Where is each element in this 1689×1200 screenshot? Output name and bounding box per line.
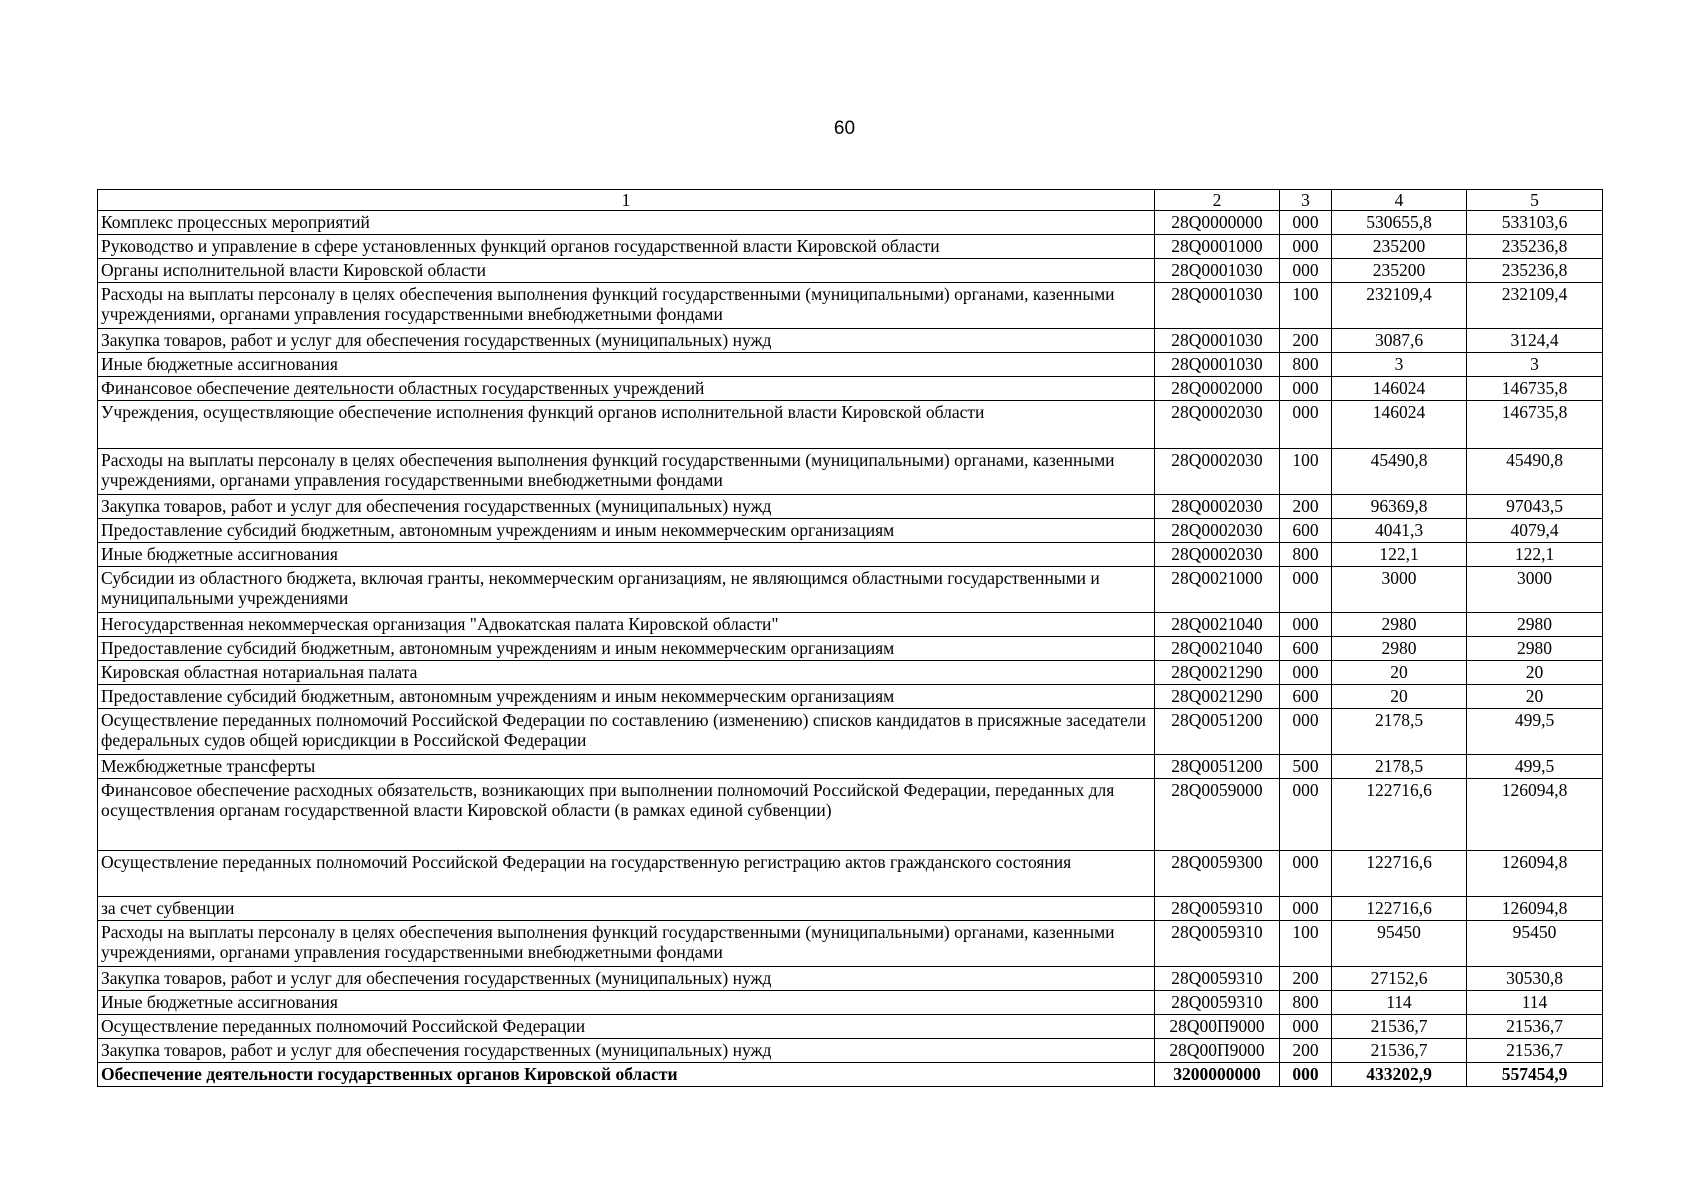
row-value-4-cell: 3000 [1332, 567, 1467, 613]
row-name-cell: Расходы на выплаты персоналу в целях обеспечения выполнения функций государственными (муниципальными) органами, казенными учреждениями, органами управления государственными внебюджетными фондами [98, 449, 1155, 495]
row-value-5-cell: 2980 [1467, 613, 1603, 637]
row-name-cell: Иные бюджетные ассигнования [98, 543, 1155, 567]
row-code-cell: 28Q0021040 [1155, 613, 1280, 637]
row-code-cell: 28Q0000000 [1155, 211, 1280, 235]
row-code-cell: 28Q00П9000 [1155, 1039, 1280, 1063]
row-value-5-cell: 499,5 [1467, 755, 1603, 779]
row-value-4-cell: 122716,6 [1332, 779, 1467, 851]
table-row [98, 519, 1603, 543]
row-name-cell: Иные бюджетные ассигнования [98, 991, 1155, 1015]
table-row [98, 755, 1603, 779]
row-value-5-cell: 21536,7 [1467, 1015, 1603, 1039]
table-row [98, 377, 1603, 401]
row-expense-type-cell: 000 [1280, 401, 1332, 449]
row-expense-type-cell: 000 [1280, 1015, 1332, 1039]
row-name-cell: Обеспечение деятельности государственных органов Кировской области [98, 1063, 1155, 1087]
row-name-cell: Предоставление субсидий бюджетным, автономным учреждениям и иным некоммерческим организациям [98, 519, 1155, 543]
row-expense-type-cell: 000 [1280, 779, 1332, 851]
row-code-cell: 28Q0059310 [1155, 967, 1280, 991]
row-expense-type-cell: 600 [1280, 637, 1332, 661]
row-expense-type-cell: 800 [1280, 353, 1332, 377]
table-row [98, 353, 1603, 377]
row-value-4-cell: 4041,3 [1332, 519, 1467, 543]
page-number: 60 [833, 118, 856, 139]
row-name-cell: Предоставление субсидий бюджетным, автономным учреждениям и иным некоммерческим организациям [98, 685, 1155, 709]
row-value-5-cell: 126094,8 [1467, 851, 1603, 897]
row-code-cell: 28Q0002030 [1155, 495, 1280, 519]
row-name-cell: Закупка товаров, работ и услуг для обеспечения государственных (муниципальных) нужд [98, 967, 1155, 991]
table-row [98, 637, 1603, 661]
table-row [98, 967, 1603, 991]
row-code-cell: 28Q0002000 [1155, 377, 1280, 401]
row-value-4-cell: 20 [1332, 685, 1467, 709]
row-name-cell: Иные бюджетные ассигнования [98, 353, 1155, 377]
row-code-cell: 28Q0051200 [1155, 709, 1280, 755]
row-code-cell: 28Q0001030 [1155, 329, 1280, 353]
row-code-cell: 28Q0021290 [1155, 685, 1280, 709]
table-row [98, 897, 1603, 921]
row-code-cell: 28Q0021000 [1155, 567, 1280, 613]
table-header-row [98, 190, 1603, 211]
budget-table [97, 189, 1603, 1087]
row-code-cell: 28Q0001030 [1155, 283, 1280, 329]
table-row [98, 661, 1603, 685]
row-value-5-cell: 126094,8 [1467, 779, 1603, 851]
table-row [98, 779, 1603, 851]
row-code-cell: 28Q0021290 [1155, 661, 1280, 685]
row-value-5-cell: 3000 [1467, 567, 1603, 613]
row-value-5-cell: 45490,8 [1467, 449, 1603, 495]
row-value-4-cell: 21536,7 [1332, 1039, 1467, 1063]
row-code-cell: 3200000000 [1155, 1063, 1280, 1087]
table-row [98, 211, 1603, 235]
row-expense-type-cell: 200 [1280, 1039, 1332, 1063]
row-value-4-cell: 235200 [1332, 259, 1467, 283]
row-value-5-cell: 235236,8 [1467, 235, 1603, 259]
row-name-cell: Закупка товаров, работ и услуг для обеспечения государственных (муниципальных) нужд [98, 1039, 1155, 1063]
row-value-5-cell: 146735,8 [1467, 401, 1603, 449]
row-name-cell: Расходы на выплаты персоналу в целях обеспечения выполнения функций государственными (муниципальными) органами, казенными учреждениями, органами управления государственными внебюджетными фондами [98, 283, 1155, 329]
row-name-cell: Кировская областная нотариальная палата [98, 661, 1155, 685]
row-code-cell: 28Q0002030 [1155, 519, 1280, 543]
row-code-cell: 28Q0021040 [1155, 637, 1280, 661]
row-expense-type-cell: 000 [1280, 897, 1332, 921]
table-row [98, 235, 1603, 259]
row-code-cell: 28Q0001030 [1155, 353, 1280, 377]
row-name-cell: Учреждения, осуществляющие обеспечение исполнения функций органов исполнительной власти Кировской области [98, 401, 1155, 449]
row-expense-type-cell: 600 [1280, 519, 1332, 543]
row-value-5-cell: 146735,8 [1467, 377, 1603, 401]
table-row [98, 921, 1603, 967]
row-name-cell: Осуществление переданных полномочий Российской Федерации на государственную регистрацию актов гражданского состояния [98, 851, 1155, 897]
row-expense-type-cell: 000 [1280, 259, 1332, 283]
row-value-4-cell: 27152,6 [1332, 967, 1467, 991]
row-value-4-cell: 146024 [1332, 377, 1467, 401]
row-value-4-cell: 2178,5 [1332, 709, 1467, 755]
column-header-4: 4 [1332, 190, 1467, 211]
row-value-4-cell: 45490,8 [1332, 449, 1467, 495]
row-value-4-cell: 122,1 [1332, 543, 1467, 567]
row-value-4-cell: 3 [1332, 353, 1467, 377]
row-expense-type-cell: 200 [1280, 329, 1332, 353]
row-value-5-cell: 95450 [1467, 921, 1603, 967]
row-value-5-cell: 557454,9 [1467, 1063, 1603, 1087]
row-expense-type-cell: 800 [1280, 991, 1332, 1015]
row-value-5-cell: 235236,8 [1467, 259, 1603, 283]
row-value-4-cell: 21536,7 [1332, 1015, 1467, 1039]
row-name-cell: Расходы на выплаты персоналу в целях обеспечения выполнения функций государственными (муниципальными) органами, казенными учреждениями, органами управления государственными внебюджетными фондами [98, 921, 1155, 967]
row-value-5-cell: 126094,8 [1467, 897, 1603, 921]
row-code-cell: 28Q0059310 [1155, 991, 1280, 1015]
row-name-cell: Комплекс процессных мероприятий [98, 211, 1155, 235]
table-row [98, 991, 1603, 1015]
column-header-2: 2 [1155, 190, 1280, 211]
row-name-cell: Органы исполнительной власти Кировской области [98, 259, 1155, 283]
column-header-5: 5 [1467, 190, 1603, 211]
table-row [98, 543, 1603, 567]
row-expense-type-cell: 200 [1280, 967, 1332, 991]
row-value-4-cell: 114 [1332, 991, 1467, 1015]
row-name-cell: Межбюджетные трансферты [98, 755, 1155, 779]
row-code-cell: 28Q0002030 [1155, 543, 1280, 567]
table-row [98, 567, 1603, 613]
row-value-5-cell: 20 [1467, 685, 1603, 709]
row-expense-type-cell: 100 [1280, 921, 1332, 967]
row-name-cell: Закупка товаров, работ и услуг для обеспечения государственных (муниципальных) нужд [98, 495, 1155, 519]
table-row [98, 613, 1603, 637]
row-expense-type-cell: 200 [1280, 495, 1332, 519]
row-code-cell: 28Q0059000 [1155, 779, 1280, 851]
table-row [98, 1039, 1603, 1063]
row-name-cell: за счет субвенции [98, 897, 1155, 921]
table-body [98, 211, 1603, 1087]
table-row [98, 851, 1603, 897]
row-value-5-cell: 232109,4 [1467, 283, 1603, 329]
row-expense-type-cell: 000 [1280, 567, 1332, 613]
table-row [98, 401, 1603, 449]
column-header-1: 1 [98, 190, 1155, 211]
row-name-cell: Субсидии из областного бюджета, включая гранты, некоммерческим организациям, не являющимся областными государственными и муниципальными учреждениями [98, 567, 1155, 613]
row-value-4-cell: 530655,8 [1332, 211, 1467, 235]
row-name-cell: Осуществление переданных полномочий Российской Федерации по составлению (изменению) списков кандидатов в присяжные заседатели федеральных судов общей юрисдикции в Российской Федерации [98, 709, 1155, 755]
row-expense-type-cell: 100 [1280, 283, 1332, 329]
row-value-4-cell: 433202,9 [1332, 1063, 1467, 1087]
row-value-4-cell: 122716,6 [1332, 897, 1467, 921]
row-value-4-cell: 20 [1332, 661, 1467, 685]
column-header-3: 3 [1280, 190, 1332, 211]
row-code-cell: 28Q0059310 [1155, 897, 1280, 921]
row-value-5-cell: 533103,6 [1467, 211, 1603, 235]
row-value-5-cell: 2980 [1467, 637, 1603, 661]
row-expense-type-cell: 600 [1280, 685, 1332, 709]
row-code-cell: 28Q0051200 [1155, 755, 1280, 779]
row-code-cell: 28Q0002030 [1155, 401, 1280, 449]
row-code-cell: 28Q0059310 [1155, 921, 1280, 967]
row-name-cell: Закупка товаров, работ и услуг для обеспечения государственных (муниципальных) нужд [98, 329, 1155, 353]
row-name-cell: Руководство и управление в сфере установленных функций органов государственной власти Кировской области [98, 235, 1155, 259]
row-expense-type-cell: 000 [1280, 709, 1332, 755]
row-name-cell: Финансовое обеспечение расходных обязательств, возникающих при выполнении полномочий Российской Федерации, переданных для осуществления органам государственной власти Кировской области (в рамках единой субвенции) [98, 779, 1155, 851]
row-value-5-cell: 499,5 [1467, 709, 1603, 755]
row-value-4-cell: 235200 [1332, 235, 1467, 259]
row-name-cell: Предоставление субсидий бюджетным, автономным учреждениям и иным некоммерческим организациям [98, 637, 1155, 661]
row-expense-type-cell: 500 [1280, 755, 1332, 779]
row-value-4-cell: 232109,4 [1332, 283, 1467, 329]
row-value-5-cell: 97043,5 [1467, 495, 1603, 519]
row-value-5-cell: 4079,4 [1467, 519, 1603, 543]
row-expense-type-cell: 800 [1280, 543, 1332, 567]
row-value-5-cell: 20 [1467, 661, 1603, 685]
table-row [98, 259, 1603, 283]
row-expense-type-cell: 000 [1280, 1063, 1332, 1087]
row-expense-type-cell: 000 [1280, 211, 1332, 235]
row-expense-type-cell: 000 [1280, 851, 1332, 897]
table-row [98, 495, 1603, 519]
row-value-5-cell: 3 [1467, 353, 1603, 377]
row-expense-type-cell: 000 [1280, 613, 1332, 637]
table-row [98, 1063, 1603, 1087]
table-row [98, 283, 1603, 329]
row-name-cell: Финансовое обеспечение деятельности областных государственных учреждений [98, 377, 1155, 401]
row-value-4-cell: 3087,6 [1332, 329, 1467, 353]
row-name-cell: Осуществление переданных полномочий Российской Федерации [98, 1015, 1155, 1039]
row-value-5-cell: 30530,8 [1467, 967, 1603, 991]
row-expense-type-cell: 000 [1280, 377, 1332, 401]
table-row [98, 1015, 1603, 1039]
row-expense-type-cell: 000 [1280, 661, 1332, 685]
row-value-4-cell: 146024 [1332, 401, 1467, 449]
row-value-4-cell: 95450 [1332, 921, 1467, 967]
row-name-cell: Негосударственная некоммерческая организация "Адвокатская палата Кировской области" [98, 613, 1155, 637]
row-value-4-cell: 2980 [1332, 613, 1467, 637]
row-value-5-cell: 122,1 [1467, 543, 1603, 567]
row-value-4-cell: 122716,6 [1332, 851, 1467, 897]
row-value-5-cell: 3124,4 [1467, 329, 1603, 353]
row-expense-type-cell: 000 [1280, 235, 1332, 259]
table-row [98, 329, 1603, 353]
row-code-cell: 28Q00П9000 [1155, 1015, 1280, 1039]
table-row [98, 449, 1603, 495]
row-value-4-cell: 2980 [1332, 637, 1467, 661]
row-value-5-cell: 114 [1467, 991, 1603, 1015]
row-code-cell: 28Q0002030 [1155, 449, 1280, 495]
row-value-5-cell: 21536,7 [1467, 1039, 1603, 1063]
row-code-cell: 28Q0001030 [1155, 259, 1280, 283]
row-code-cell: 28Q0001000 [1155, 235, 1280, 259]
row-value-4-cell: 96369,8 [1332, 495, 1467, 519]
table-row [98, 685, 1603, 709]
row-expense-type-cell: 100 [1280, 449, 1332, 495]
row-code-cell: 28Q0059300 [1155, 851, 1280, 897]
row-value-4-cell: 2178,5 [1332, 755, 1467, 779]
table-row [98, 709, 1603, 755]
